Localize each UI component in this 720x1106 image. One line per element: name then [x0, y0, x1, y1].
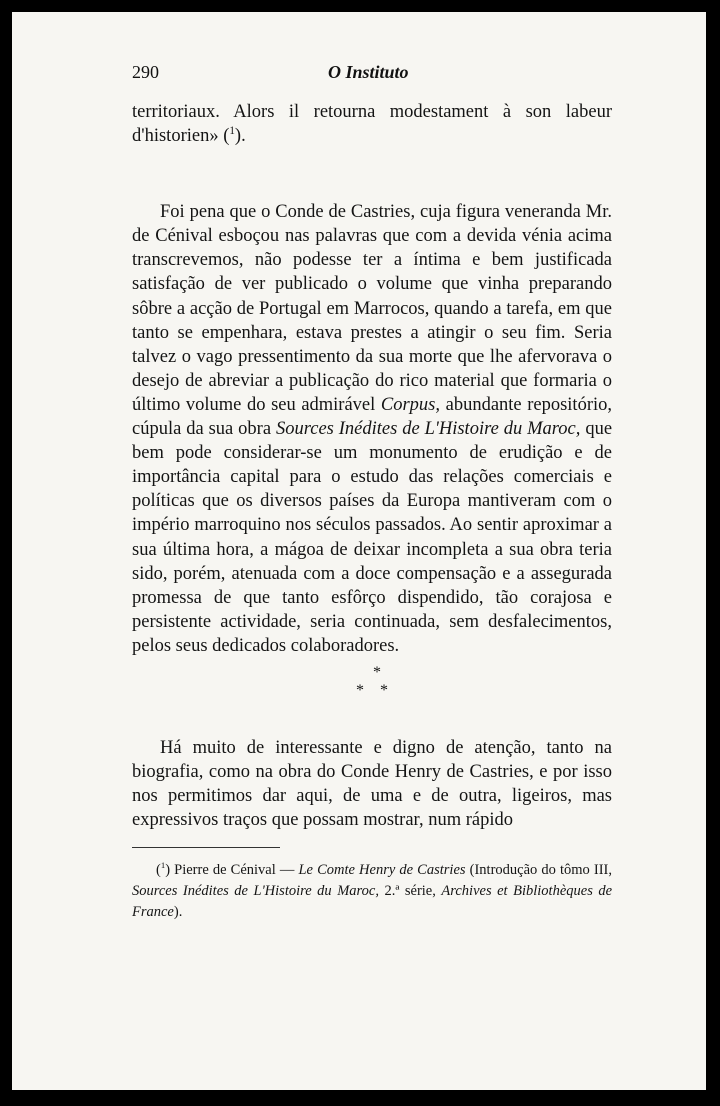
paragraph-castries	[132, 200, 612, 658]
page-header	[132, 62, 612, 86]
footnote-marker-open: (	[156, 862, 161, 878]
paragraph-gap	[132, 148, 612, 200]
asterism-star-right: *	[380, 681, 388, 699]
footnote-1	[132, 860, 612, 923]
paragraph2-part1: Foi pena que o Conde de Castries, cuja figura veneranda Mr. de Cénival esboçou nas palavras que com a devida vénia acima transcrevemos, não podesse ter a íntima e bem justificada satisfação de ver publicado o volume que vinha preparando sôbre a acção de Portugal em Marrocos, quando a tarefa, em que tanto se empenhara, estava prestes a atingir o seu fim. Seria talvez o vago pressentimento da sua morte que lhe afervorava o desejo de abreviar a publicação do rico material que formaria o último volume do seu admirável	[132, 202, 612, 415]
asterism-star-left: *	[356, 681, 364, 699]
footnote-series-title: Sources Inédites de L'Histoire du Maroc,	[132, 883, 379, 899]
main-text	[132, 100, 612, 832]
footnote-collection: Archives et Bibliothèques de France	[132, 883, 613, 920]
footnotes	[132, 860, 612, 923]
footnote-author: Pierre de Cénival —	[174, 862, 295, 878]
paragraph1-text: territoriaux. Alors il retourna modestament à son labeur d'historien» (	[132, 102, 612, 147]
paragraph-biography: Há muito de interessante e digno de atenção, tanto na biografia, como na obra do Conde Henry de Castries, e por isso nos permitimos dar aqui, de uma e de outra, ligeiros, mas expressivos traços que possam mostrar, num rápido	[132, 737, 612, 831]
page-number: 290	[132, 62, 159, 82]
paragraph2-part2: abundante repositório, cúpula da sua obra	[132, 394, 612, 440]
footnote-marker-number: 1	[160, 860, 166, 871]
footnote-reference[interactable]: 1	[229, 124, 235, 137]
running-title: O Instituto	[328, 62, 409, 82]
footnote-divider	[132, 847, 280, 848]
asterism-divider	[132, 664, 612, 700]
footnote-series-number: 2.ª série,	[384, 883, 436, 899]
paragraph1-end: ).	[234, 126, 246, 147]
paragraph2-part3: que bem pode considerar-se um monumento de erudição e de importância capital para o estudo das relações comerciais e políticas que os diversos países da Europa mantiveram com o império marroquino nos séculos passados. Ao sentir aproximar a sua última hora, a mágoa de deixar incompleta a sua obra teria sido, porém, atenuada com a doce compensação e a assegurada promessa de que tanto esfôrço dispendido, tão corajosa e persistente actividade, seria continuada, sem desfalecimentos, pelos seus dedicados colaboradores.	[132, 419, 613, 656]
footnote-volume: (Introdução do tômo III,	[469, 862, 613, 878]
footnote-end: ).	[173, 904, 183, 920]
footnote-marker-close: )	[165, 862, 171, 878]
italic-corpus: Corpus,	[380, 394, 441, 415]
italic-sources-inedites: Sources Inédites de L'Histoire du Maroc,	[275, 419, 581, 440]
asterism-star-top: *	[373, 663, 381, 681]
paragraph-continuation	[132, 100, 612, 148]
footnote-title: Le Comte Henry de Castries	[298, 862, 466, 878]
